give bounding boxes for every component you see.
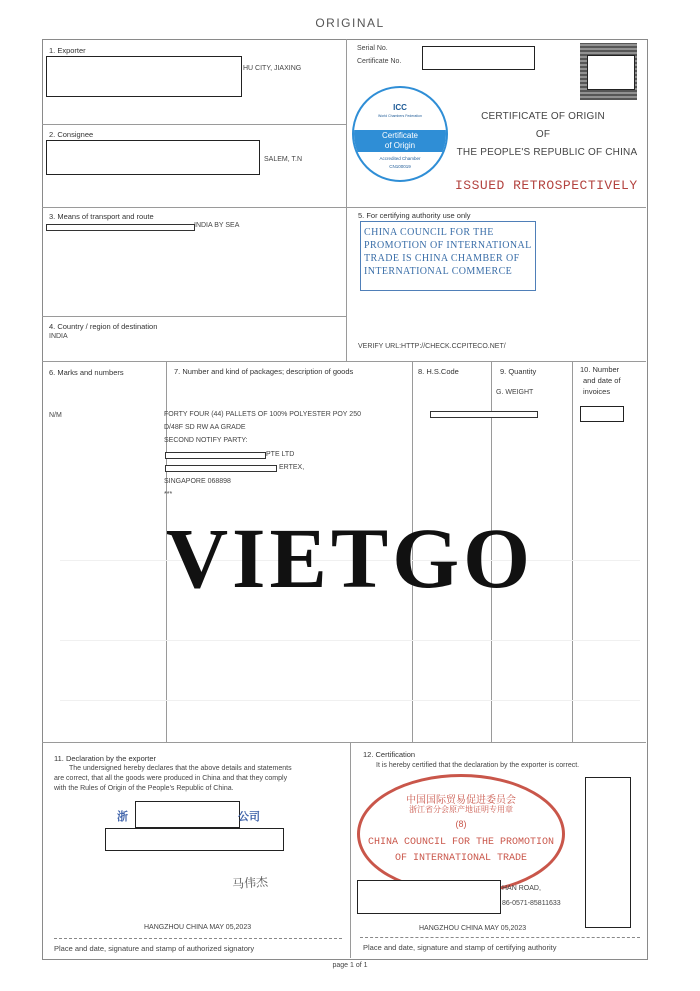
ccpit-blue-stamp [360,221,536,291]
column-header-invoice-1: 10. Number [580,365,620,374]
column-header-invoice-3: invoices [583,387,611,396]
exporter-place-date: HANGZHOU CHINA MAY 05,2023 [144,924,252,931]
goods-desc-line1: FORTY FOUR (44) PALLETS OF 100% POLYESTER POY 250 [164,411,361,418]
exporter-signature-line [54,938,342,939]
red-stamp-cn-2: 浙江省分会原产地证明专用章 [409,805,513,814]
declaration-text-1: The undersigned hereby declares that the above details and statements [69,765,292,772]
scan-noise-3 [60,700,640,701]
certifier-redaction-side [585,777,631,928]
divider-h-2 [42,207,646,208]
exporter-signature: 马伟杰 [231,874,269,892]
cert-title-line2: OF [535,129,551,140]
red-stamp-en-2: OF INTERNATIONAL TRADE [394,853,528,864]
icc-seal-top: ICC [393,103,407,112]
cert-title-line1: CERTIFICATE OF ORIGIN [481,111,605,122]
certificate-no-redaction [422,46,535,70]
destination-label: 4. Country / region of destination [49,322,158,331]
goods-desc-line5: ERTEX, [279,464,305,471]
page-number: page 1 of 1 [332,962,368,969]
exporter-stamp-right: 公司 [238,811,260,823]
ccpit-stamp-line1: CHINA COUNCIL FOR THE [364,227,494,238]
goods-desc-line2: D/48F SD RW AA GRADE [164,424,246,431]
column-header-hs-code: 8. H.S.Code [418,367,459,376]
certifier-footer: Place and date, signature and stamp of certifying authority [363,943,557,952]
exporter-stamp-redaction-1 [135,801,240,828]
transport-route: INDIA BY SEA [194,222,240,229]
hs-code-redaction [430,411,538,418]
ccpit-stamp-line4: INTERNATIONAL COMMERCE [364,266,513,277]
ccpit-red-stamp [357,774,565,894]
notify-party-redaction-1 [165,452,266,459]
red-stamp-cn-3: (8) [455,819,467,829]
icc-seal-line1: Certificate [381,131,418,140]
ccpit-stamp-line3: TRADE IS CHINA CHAMBER OF [364,253,520,264]
red-stamp-cn-1: 中国国际贸易促进委员会 [406,795,516,806]
goods-desc-line6: SINGAPORE 068898 [164,478,231,485]
exporter-stamp-redaction-2 [105,828,284,851]
declaration-text-2: are correct, that all the goods were produced in China and that they comply [54,775,288,782]
exporter-footer: Place and date, signature and stamp of authorized signatory [54,944,255,953]
scan-noise-2 [60,640,640,641]
certifier-place-date: HANGZHOU CHINA MAY 05,2023 [419,925,527,932]
vietgo-watermark: VIETGO [165,510,535,606]
divider-h-1 [42,124,346,125]
red-stamp-en-1: CHINA COUNCIL FOR THE PROMOTION [367,837,555,848]
column-header-quantity: 9. Quantity [500,367,537,376]
column-header-invoice-2: and date of [583,376,621,385]
notify-party-redaction-2 [165,465,277,472]
qr-code-redaction [587,55,635,90]
goods-desc-line7: *** [164,491,173,498]
goods-desc-line3: SECOND NOTIFY PARTY: [164,437,248,444]
divider-vertical-bottom [350,742,351,958]
certification-text: It is hereby certified that the declaration by the exporter is correct. [376,762,580,769]
exporter-city: HU CITY, JIAXING [243,65,302,72]
quantity-value: G. WEIGHT [496,389,534,396]
column-header-description: 7. Number and kind of packages; description of goods [174,367,354,376]
exporter-redaction [46,56,242,97]
declaration-label: 11. Declaration by the exporter [54,754,157,763]
consignee-redaction [46,140,260,175]
document-title: ORIGINAL [315,16,385,30]
ccpit-stamp-line2: PROMOTION OF INTERNATIONAL [364,240,532,251]
cert-title-line3: THE PEOPLE'S REPUBLIC OF CHINA [456,147,638,158]
marks-value: N/M [49,412,62,419]
invoice-redaction [580,406,624,422]
certification-label: 12. Certification [363,750,416,759]
serial-no-label: Serial No. [357,45,388,52]
transport-label: 3. Means of transport and route [49,212,154,221]
icc-seal [352,86,448,182]
icc-seal-line2: of Origin [384,141,416,150]
goods-desc-line4: PTE LTD [266,451,295,458]
certificate-no-label: Certificate No. [357,58,402,65]
certifier-signature-line [360,937,640,938]
divider-vertical-top [346,39,347,361]
certifier-road: HAN ROAD, [502,885,541,892]
verify-url: VERIFY URL:HTTP://CHECK.CCPITECO.NET/ [358,343,506,350]
icc-seal-sub: World Chambers Federation [378,114,422,118]
consignee-city: SALEM, T.N [264,156,302,163]
certifier-redaction-address [357,880,501,914]
consignee-label: 2. Consignee [49,130,94,139]
icc-seal-bottom: Accredited Chamber [379,156,421,161]
certifier-phone: 86-0571-85811633 [502,900,561,907]
transport-redaction [46,224,195,231]
icc-seal-code: CN100019 [389,164,411,169]
exporter-stamp-left: 浙 [117,811,128,823]
issued-retrospectively-stamp: ISSUED RETROSPECTIVELY [455,178,638,193]
column-header-marks: 6. Marks and numbers [49,368,124,377]
certifying-authority-label: 5. For certifying authority use only [358,211,471,220]
divider-h-4 [42,361,646,362]
destination-country: INDIA [49,333,68,340]
exporter-label: 1. Exporter [49,46,86,55]
declaration-text-3: with the Rules of Origin of the People's Republic of China. [54,785,234,792]
divider-h-3 [42,316,346,317]
divider-h-5 [42,742,646,743]
